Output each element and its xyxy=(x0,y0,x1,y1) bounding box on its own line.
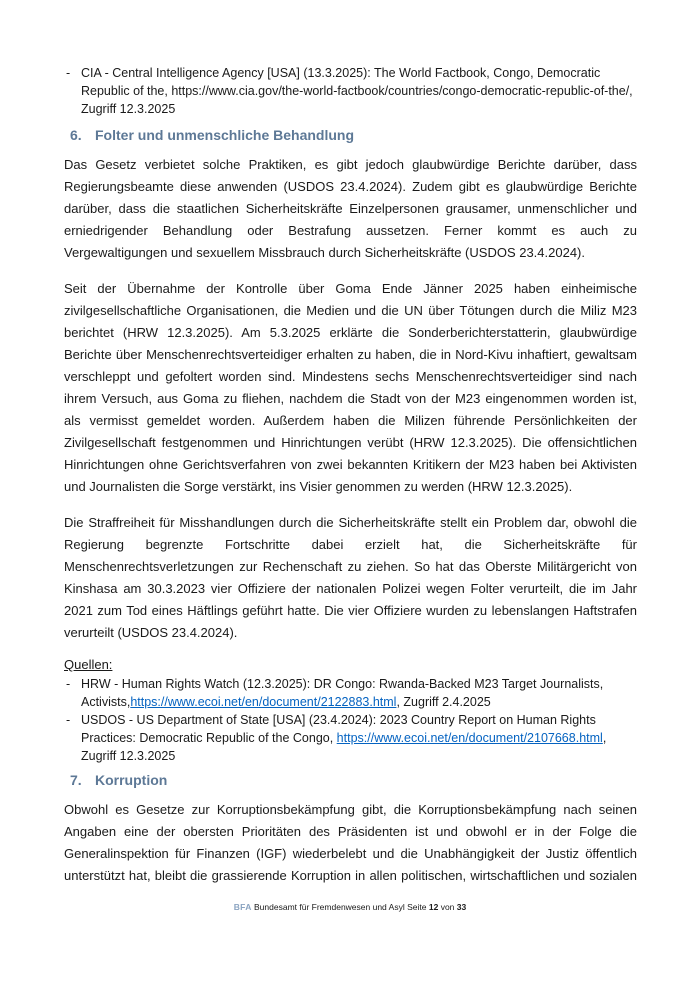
paragraph: Die Straffreiheit für Misshandlungen durch die Sicherheitskräfte stellt ein Problem dar, obwohl die Regierung begrenzte Fortschritte dabei erzielt hat, die Sicherheitskräfte für Menschenrechtsverletzungen zur Rechenschaft zu ziehen. So hat das Oberste Militärgericht von Kinshasa am 30.3.2023 vier Offiziere der nationalen Polizei wegen Folter verurteilt, die im Jahr 2021 zum Tod eines Häftlings geführt hatte. Die vier Offiziere wurden zu lebenslangen Haftstrafen verurteilt (USDOS 23.4.2024). xyxy=(64,515,637,640)
source-item-hrw-text: HRW - Human Rights Watch (12.3.2025): DR Congo: Rwanda-Backed M23 Target Journalists, Activists, xyxy=(81,677,604,709)
sources-label: Quellen: xyxy=(64,657,113,672)
source-item-cia xyxy=(64,64,637,118)
section-number: 6. xyxy=(70,127,82,143)
footer-org-name: Bundesamt für Fremdenwesen und Asyl xyxy=(254,902,405,912)
paragraph: Obwohl es Gesetze zur Korruptionsbekämpfung gibt, die Korruptionsbekämpfung nach seinen Angaben eine der obersten Prioritäten des Präsidenten ist und obwohl er in der Folge die Generalinspektion für Finanzen (IGF) wiederbelebt und die Unabhängigkeit der Justiz öffentlich unterstützt hat, bleibt die grassierende Korruption in allen politischen, wirtschaftlichen und sozialen xyxy=(64,802,637,883)
page-footer xyxy=(0,901,700,913)
footer-of-label: von xyxy=(440,902,455,912)
section-heading-6 xyxy=(64,126,637,144)
section-heading-7 xyxy=(64,771,637,789)
source-list-previous-section xyxy=(64,64,637,118)
section-number: 7. xyxy=(70,772,82,788)
section-title: Folter und unmenschliche Behandlung xyxy=(95,127,355,143)
bfa-logo: BFA xyxy=(233,902,252,912)
footer-page-total: 33 xyxy=(456,902,467,912)
footer-page-label: Seite xyxy=(407,902,427,912)
source-item-hrw-suffix: , Zugriff 2.4.2025 xyxy=(396,695,491,709)
source-list-section-6 xyxy=(64,675,637,765)
source-item-usdos xyxy=(64,711,637,765)
source-link-hrw[interactable]: https://www.ecoi.net/en/document/2122883.html xyxy=(130,695,397,709)
source-link-usdos[interactable]: https://www.ecoi.net/en/document/2107668.html xyxy=(336,731,603,745)
footer-page-number: 12 xyxy=(428,902,439,912)
section-title: Korruption xyxy=(95,772,168,788)
paragraph: Das Gesetz verbietet solche Praktiken, es gibt jedoch glaubwürdige Berichte darüber, dass Regierungsbeamte diese anwenden (USDOS 23.4.2024). Zudem gibt es glaubwürdige Berichte darüber, dass die staatlichen Sicherheitskräfte Einzelpersonen grausamer, unmenschlicher und erniedrigender Behandlung oder Bestrafung aussetzen. Ferner kommt es auch zu Vergewaltigungen und sexuellem Missbrauch durch Sicherheitskräfte (USDOS 23.4.2024). xyxy=(64,157,637,260)
source-item-cia-text: CIA - Central Intelligence Agency [USA] (13.3.2025): The World Factbook, Congo, Democratic Republic of the, https://www.cia.gov/the-world-factbook/countries/congo-democratic-republic-of-the/, Zugriff 12.3.2025 xyxy=(81,66,633,116)
source-item-usdos-suffix: , Zugriff 12.3.2025 xyxy=(81,731,607,763)
source-item-usdos-text: USDOS - US Department of State [USA] (23.4.2024): 2023 Country Report on Human Rights Practices: Democratic Republic of the Congo, xyxy=(81,713,596,745)
source-item-hrw xyxy=(64,675,637,711)
paragraph: Seit der Übernahme der Kontrolle über Goma Ende Jänner 2025 haben einheimische zivilgesellschaftliche Organisationen, die Medien und die UN über Tötungen durch die Miliz M23 berichtet (HRW 12.3.2025). Am 5.3.2025 erklärte die Sonderberichterstatterin, glaubwürdige Berichte über Menschenrechtsverteidiger erhalten zu haben, die in Nord-Kivu inhaftiert, gewaltsam verschleppt und gefoltert worden sind. Mindestens sechs Menschenrechtsverteidiger sind nach ihrem Versuch, aus Goma zu fliehen, nachdem die Stadt von der M23 eingenommen worden ist, als vermisst gemeldet worden. Außerdem haben die Milizen führende Persönlichkeiten der Zivilgesellschaft festgenommen und Hinrichtungen verübt (HRW 12.3.2025). Die offensichtlichen Hinrichtungen ohne Gerichtsverfahren von zwei bekannten Kritikern der M23 haben bei Aktivisten und Journalisten die Sorge verstärkt, ins Visier genommen zu werden (HRW 12.3.2025). xyxy=(64,281,637,494)
